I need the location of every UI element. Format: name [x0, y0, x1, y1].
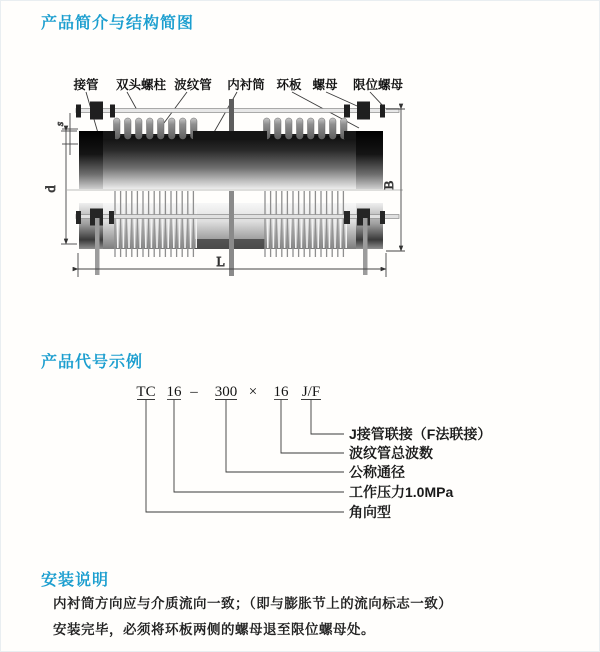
install-notes	[53, 595, 573, 647]
part-labels	[72, 77, 403, 92]
hanging-stud	[363, 218, 368, 275]
structure-diagram	[43, 63, 443, 313]
callout-wave-count: 波纹管总波数	[349, 445, 433, 461]
code-segments	[136, 384, 320, 400]
center-stud	[229, 99, 234, 136]
comb-left-dark	[115, 191, 193, 257]
bellows-rib	[158, 118, 165, 139]
bellows-rib	[297, 118, 304, 139]
callout-angular-type: 角向型	[349, 504, 391, 520]
dim-B	[381, 109, 405, 251]
bellows-rib	[125, 118, 132, 139]
comb-right-light	[268, 204, 346, 248]
install-note-line: 安装完毕，必须将环板两侧的螺母退至限位螺母处。	[53, 622, 375, 637]
left-collar	[79, 131, 103, 189]
bellows-rib	[136, 118, 143, 139]
nut	[76, 105, 81, 118]
bellows-rib	[286, 118, 293, 139]
bellows-rib	[275, 118, 282, 139]
bellows-rib	[319, 118, 326, 139]
svg-text:L: L	[216, 255, 225, 270]
limit-nut	[380, 105, 385, 118]
code-diameter: 300	[214, 384, 238, 400]
label-inner-liner: 内衬筒	[227, 78, 265, 92]
code-waves: 16	[273, 384, 289, 400]
bellows-rib	[169, 118, 176, 139]
label-ring-plate: 环板	[276, 78, 302, 92]
install-note-line: 内衬筒方向应与介质流向一致；（即与膨胀节上的流向标志一致）	[53, 596, 453, 611]
code-dash: –	[190, 384, 198, 400]
code-pressure: 16	[166, 384, 182, 400]
code-connection: J/F	[301, 384, 321, 400]
label-limit-nut: 限位螺母	[352, 78, 404, 92]
dim-d	[44, 131, 77, 244]
nut	[344, 105, 350, 118]
label-bellows: 波纹管	[174, 78, 212, 92]
label-connecting-pipe: 接管	[73, 78, 99, 92]
main-cylinder	[103, 136, 356, 189]
comb-left-light	[118, 204, 196, 248]
stud-end	[90, 102, 103, 120]
svg-text:d: d	[44, 185, 59, 193]
callout-working-pressure: 工作压力1.0MPa	[349, 484, 454, 500]
right-collar	[356, 131, 383, 189]
lower-tie-rod	[76, 215, 399, 219]
code-callout-lines	[137, 400, 344, 513]
center-stud-lower	[229, 191, 234, 276]
section-title-intro: 产品简介与结构简图	[41, 15, 195, 32]
callout-nominal-diameter: 公称通径	[349, 464, 405, 480]
hanging-stud	[95, 218, 100, 275]
section-title-code: 产品代号示例	[41, 354, 144, 371]
comb-right-dark	[265, 191, 343, 257]
lower-body	[76, 191, 399, 276]
code-type: TC	[136, 384, 156, 400]
bellows-rib	[308, 118, 315, 139]
bellows-rib	[147, 118, 154, 139]
product-code-diagram	[1, 377, 600, 529]
svg-text:B: B	[381, 180, 396, 190]
inner-liner-band	[193, 131, 267, 140]
code-callouts	[349, 426, 491, 520]
section-title-install: 安装说明	[41, 572, 110, 589]
label-nut: 螺母	[312, 78, 338, 92]
bellows-rib	[180, 118, 187, 139]
stud-end	[357, 102, 370, 120]
bellows-rib	[330, 118, 337, 139]
code-times: ×	[248, 384, 258, 400]
label-stud-bolt: 双头螺柱	[115, 78, 167, 92]
nut	[110, 105, 115, 118]
callout-connection: J接管联接（F法联接）	[349, 426, 492, 442]
svg-text:s: s	[54, 121, 66, 127]
